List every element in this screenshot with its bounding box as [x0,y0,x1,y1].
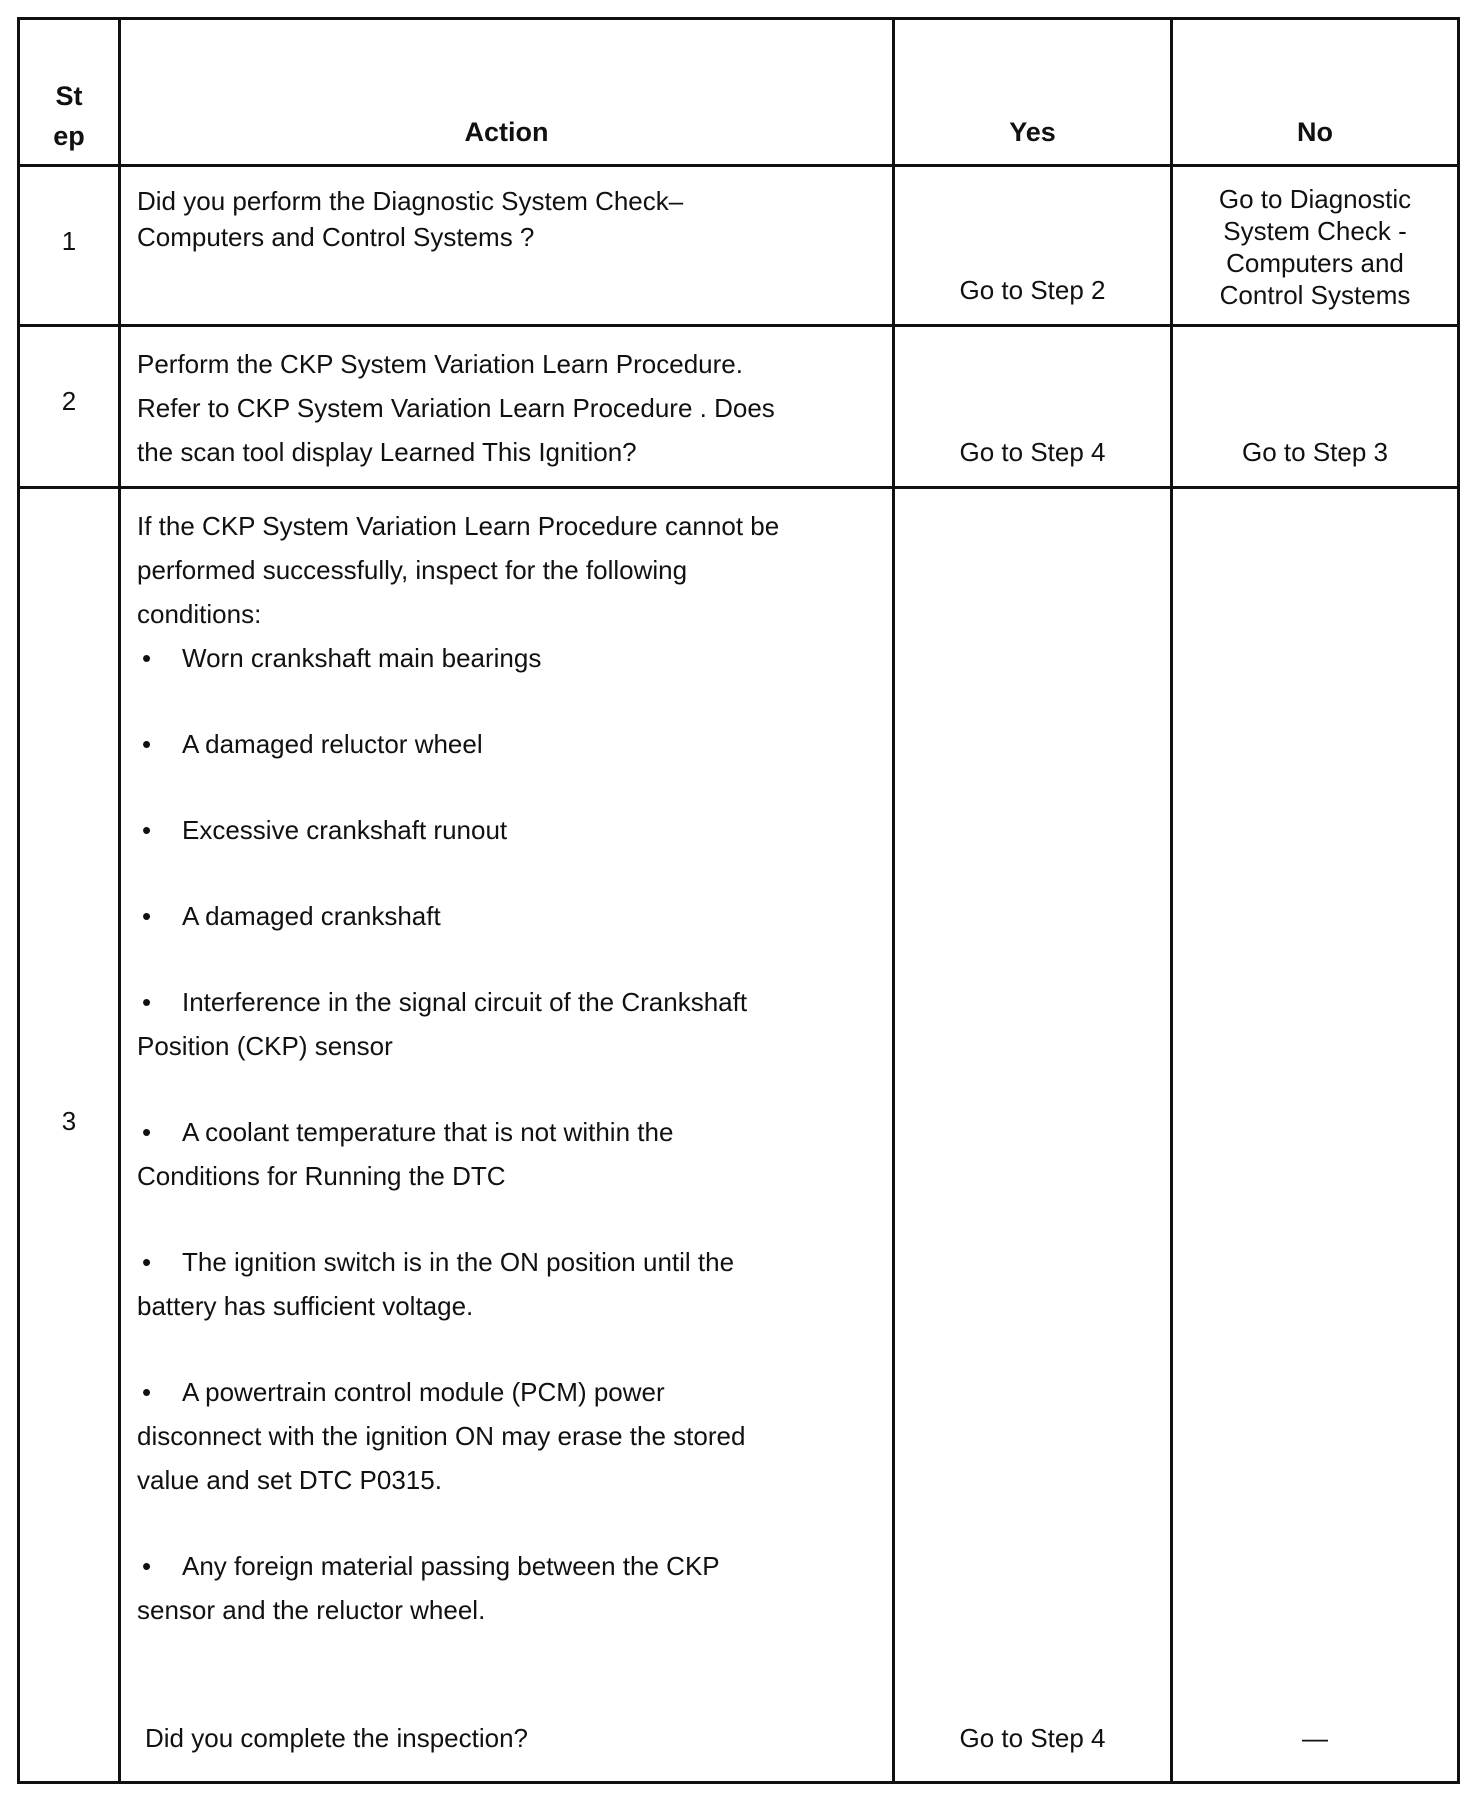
header-row [19,19,1459,166]
no-cell [1172,326,1459,488]
list-item: • A coolant temperature that is not within the [137,1110,673,1154]
list-item: • A powertrain control module (PCM) power [137,1370,665,1414]
header-no: No [1297,117,1333,147]
step-number: 3 [61,1106,77,1136]
action-line: Did you perform the Diagnostic System Check– [137,186,684,216]
no-line: Control Systems [1219,280,1411,310]
step-cell [19,488,120,1783]
header-step-cell [19,19,120,166]
no-cell [1172,488,1459,1783]
action-cell [120,488,894,1783]
bullet-icon: • [142,901,152,931]
bullet-icon: • [142,1247,152,1277]
list-item: • The ignition switch is in the ON position until the [137,1240,734,1284]
no-link[interactable]: Go to Step 3 [1242,437,1388,467]
list-item-continuation: disconnect with the ignition ON may erase the stored [137,1421,746,1451]
no-line: Go to Diagnostic [1218,184,1412,214]
action-line: Perform the CKP System Variation Learn Procedure. [137,349,743,379]
no-line: System Check - [1223,216,1407,246]
step-cell [19,166,120,326]
header-no-cell [1172,19,1459,166]
bullet-icon: • [142,1551,152,1581]
table-row-step-1 [19,166,1459,326]
list-item-continuation: sensor and the reluctor wheel. [137,1595,486,1625]
no-link[interactable] [1173,183,1457,311]
header-action-cell [120,19,894,166]
list-item: • Worn crankshaft main bearings [137,636,541,680]
table-row-step-2 [19,326,1459,488]
action-line: Computers and Control Systems ? [137,222,535,252]
bullet-icon: • [142,815,152,845]
action-line: Refer to CKP System Variation Learn Procedure . Does [137,393,775,423]
step-number: 1 [61,226,77,256]
bullet-icon: • [142,987,152,1017]
bullet-icon: • [142,729,152,759]
diagnostic-table [17,17,1460,1784]
no-value: — [1302,1723,1328,1753]
yes-cell [894,488,1172,1783]
yes-link[interactable]: Go to Step 4 [959,1723,1106,1753]
intro-line: conditions: [137,599,262,629]
list-item: • Any foreign material passing between the CKP [137,1544,720,1588]
header-step-line1: St [55,81,83,111]
header-step-line2: ep [53,121,85,151]
step-number: 2 [61,386,77,416]
list-item: • Interference in the signal circuit of the Crankshaft [137,980,747,1024]
intro-line: performed successfully, inspect for the following [137,555,688,585]
yes-link[interactable]: Go to Step 4 [959,437,1106,467]
header-yes-cell [894,19,1172,166]
list-item-continuation: battery has sufficient voltage. [137,1291,474,1321]
question: Did you complete the inspection? [145,1723,529,1753]
action-cell [120,166,894,326]
list-item-continuation: value and set DTC P0315. [137,1465,442,1495]
list-item: • Excessive crankshaft runout [137,808,507,852]
table-row-step-3 [19,488,1459,1783]
bullet-icon: • [142,1377,152,1407]
list-item-continuation: Conditions for Running the DTC [137,1161,506,1191]
header-yes: Yes [1009,117,1056,147]
yes-link[interactable]: Go to Step 2 [959,275,1106,305]
action-line: the scan tool display Learned This Ignition? [137,437,637,467]
no-line: Computers and [1226,248,1404,278]
yes-cell [894,166,1172,326]
list-item: • A damaged reluctor wheel [137,722,483,766]
header-action: Action [464,117,549,147]
intro-line: If the CKP System Variation Learn Procedure cannot be [137,511,780,541]
list-item: • A damaged crankshaft [137,894,441,938]
action-cell [120,326,894,488]
no-cell [1172,166,1459,326]
bullet-icon: • [142,1117,152,1147]
step-cell [19,326,120,488]
bullet-icon: • [142,643,152,673]
list-item-continuation: Position (CKP) sensor [137,1031,393,1061]
yes-cell [894,326,1172,488]
